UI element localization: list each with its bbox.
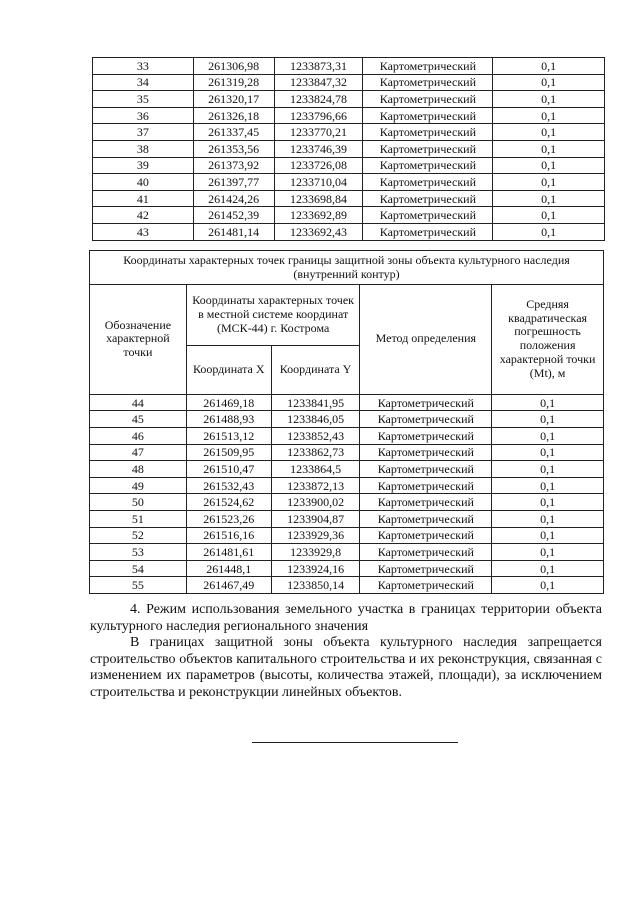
coord-y-cell: 1233900,02: [271, 494, 360, 511]
coord-x-cell: 261424,26: [193, 190, 274, 207]
table-row: [93, 140, 605, 157]
method-cell: Картометрический: [363, 174, 493, 191]
table-row: [90, 510, 604, 527]
coord-y-cell: 1233796,66: [274, 107, 363, 124]
coord-x-cell: 261320,17: [193, 91, 274, 108]
method-cell: Картометрический: [363, 207, 493, 224]
coord-y-cell: 1233847,32: [274, 74, 363, 91]
coord-y-cell: 1233846,05: [271, 411, 360, 428]
point-id-cell: 53: [90, 544, 187, 561]
header-method: Метод определения: [360, 284, 492, 394]
method-cell: Картометрический: [360, 544, 492, 561]
error-cell: 0,1: [492, 411, 604, 428]
coord-y-cell: 1233924,16: [271, 560, 360, 577]
coordinates-table-outer-continued: [92, 57, 605, 241]
table-row: [93, 190, 605, 207]
coord-y-cell: 1233692,89: [274, 207, 363, 224]
method-cell: Картометрический: [360, 444, 492, 461]
error-cell: 0,1: [493, 174, 605, 191]
error-cell: 0,1: [492, 461, 604, 478]
table-row: [93, 74, 605, 91]
coord-y-cell: 1233852,43: [271, 427, 360, 444]
coord-x-cell: 261469,18: [186, 394, 271, 411]
point-id-cell: 39: [93, 157, 194, 174]
error-cell: 0,1: [492, 427, 604, 444]
table-row: [90, 444, 604, 461]
coord-y-cell: 1233692,43: [274, 223, 363, 240]
point-id-cell: 43: [93, 223, 194, 240]
coord-y-cell: 1233872,13: [271, 477, 360, 494]
point-id-cell: 37: [93, 124, 194, 141]
coord-x-cell: 261326,18: [193, 107, 274, 124]
header-x: Координата X: [186, 345, 271, 394]
error-cell: 0,1: [493, 157, 605, 174]
table-row: [93, 157, 605, 174]
method-cell: Картометрический: [360, 527, 492, 544]
method-cell: Картометрический: [363, 58, 493, 75]
method-cell: Картометрический: [360, 577, 492, 594]
error-cell: 0,1: [493, 190, 605, 207]
error-cell: 0,1: [492, 444, 604, 461]
table-row: [93, 223, 605, 240]
coord-x-cell: 261353,56: [193, 140, 274, 157]
error-cell: 0,1: [493, 107, 605, 124]
table-row: [90, 560, 604, 577]
method-cell: Картометрический: [360, 510, 492, 527]
coord-x-cell: 261509,95: [186, 444, 271, 461]
separator-line: [252, 742, 458, 743]
error-cell: 0,1: [492, 494, 604, 511]
coord-y-cell: 1233698,84: [274, 190, 363, 207]
table-row: [90, 527, 604, 544]
error-cell: 0,1: [493, 91, 605, 108]
coord-x-cell: 261524,62: [186, 494, 271, 511]
method-cell: Картометрический: [363, 223, 493, 240]
error-cell: 0,1: [492, 560, 604, 577]
method-cell: Картометрический: [360, 427, 492, 444]
coord-x-cell: 261467,49: [186, 577, 271, 594]
section-heading: 4. Режим использования земельного участка в границах территории объекта культурного наследия регионального значения: [90, 602, 602, 634]
header-y: Координата Y: [271, 345, 360, 394]
coord-x-cell: 261510,47: [186, 461, 271, 478]
coord-y-cell: 1233864,5: [271, 461, 360, 478]
error-cell: 0,1: [493, 223, 605, 240]
table-row: [90, 411, 604, 428]
error-cell: 0,1: [492, 477, 604, 494]
error-cell: 0,1: [493, 58, 605, 75]
table-row: [90, 461, 604, 478]
point-id-cell: 48: [90, 461, 187, 478]
header-point: Обозначение характерной точки: [90, 284, 187, 394]
coordinates-table-inner-contour: [89, 250, 604, 594]
error-cell: 0,1: [492, 510, 604, 527]
regime-paragraph: В границах защитной зоны объекта культурного наследия запрещается строительство объектов капитального строительства и их реконструкция, связанная с изменением их параметров (высоты, количества этажей, площади), за исключением строительства и реконструкции линейных объектов.: [90, 635, 602, 700]
point-id-cell: 49: [90, 477, 187, 494]
coord-x-cell: 261516,16: [186, 527, 271, 544]
error-cell: 0,1: [493, 207, 605, 224]
coord-x-cell: 261488,93: [186, 411, 271, 428]
table-row: [93, 91, 605, 108]
coord-y-cell: 1233726,08: [274, 157, 363, 174]
point-id-cell: 40: [93, 174, 194, 191]
coord-x-cell: 261523,26: [186, 510, 271, 527]
coord-y-cell: 1233841,95: [271, 394, 360, 411]
coord-y-cell: 1233929,8: [271, 544, 360, 561]
method-cell: Картометрический: [363, 74, 493, 91]
header-error: Средняя квадратическая погрешность положения характерной точки (Mt), м: [492, 284, 604, 394]
method-cell: Картометрический: [363, 91, 493, 108]
point-id-cell: 36: [93, 107, 194, 124]
error-cell: 0,1: [492, 544, 604, 561]
coord-x-cell: 261397,77: [193, 174, 274, 191]
coord-y-cell: 1233904,87: [271, 510, 360, 527]
point-id-cell: 35: [93, 91, 194, 108]
point-id-cell: 55: [90, 577, 187, 594]
coord-y-cell: 1233710,04: [274, 174, 363, 191]
error-cell: 0,1: [493, 124, 605, 141]
coord-x-cell: 261319,28: [193, 74, 274, 91]
method-cell: Картометрический: [363, 124, 493, 141]
table-row: [93, 58, 605, 75]
method-cell: Картометрический: [360, 461, 492, 478]
coord-x-cell: 261306,98: [193, 58, 274, 75]
point-id-cell: 41: [93, 190, 194, 207]
point-id-cell: 45: [90, 411, 187, 428]
coord-y-cell: 1233770,21: [274, 124, 363, 141]
coord-x-cell: 261481,14: [193, 223, 274, 240]
table-row: [90, 577, 604, 594]
coord-x-cell: 261373,92: [193, 157, 274, 174]
point-id-cell: 34: [93, 74, 194, 91]
method-cell: Картометрический: [360, 394, 492, 411]
method-cell: Картометрический: [363, 190, 493, 207]
table-caption: Координаты характерных точек границы защитной зоны объекта культурного наследия (внутренний контур): [90, 251, 604, 285]
coord-x-cell: 261532,43: [186, 477, 271, 494]
method-cell: Картометрический: [363, 157, 493, 174]
regime-text-block: [90, 602, 602, 701]
point-id-cell: 46: [90, 427, 187, 444]
method-cell: Картометрический: [360, 411, 492, 428]
table-row: [93, 174, 605, 191]
point-id-cell: 42: [93, 207, 194, 224]
point-id-cell: 33: [93, 58, 194, 75]
header-coords: Координаты характерных точек в местной системе координат (МСК-44) г. Кострома: [186, 284, 360, 345]
method-cell: Картометрический: [363, 140, 493, 157]
table-row: [90, 394, 604, 411]
table-row: [90, 477, 604, 494]
table-row: [93, 107, 605, 124]
point-id-cell: 54: [90, 560, 187, 577]
error-cell: 0,1: [492, 394, 604, 411]
error-cell: 0,1: [492, 577, 604, 594]
point-id-cell: 50: [90, 494, 187, 511]
table-body: [93, 58, 605, 241]
error-cell: 0,1: [492, 527, 604, 544]
coord-x-cell: 261452,39: [193, 207, 274, 224]
error-cell: 0,1: [493, 140, 605, 157]
table-row: [90, 544, 604, 561]
point-id-cell: 52: [90, 527, 187, 544]
table-row: [93, 207, 605, 224]
coord-y-cell: 1233929,36: [271, 527, 360, 544]
coord-y-cell: 1233746,39: [274, 140, 363, 157]
method-cell: Картометрический: [360, 494, 492, 511]
coord-y-cell: 1233862,73: [271, 444, 360, 461]
table-body: [90, 394, 604, 593]
coord-x-cell: 261481,61: [186, 544, 271, 561]
coord-y-cell: 1233824,78: [274, 91, 363, 108]
table-row: [90, 494, 604, 511]
point-id-cell: 38: [93, 140, 194, 157]
coord-x-cell: 261513,12: [186, 427, 271, 444]
method-cell: Картометрический: [363, 107, 493, 124]
coord-y-cell: 1233850,14: [271, 577, 360, 594]
coord-x-cell: 261337,45: [193, 124, 274, 141]
error-cell: 0,1: [493, 74, 605, 91]
method-cell: Картометрический: [360, 477, 492, 494]
coord-x-cell: 261448,1: [186, 560, 271, 577]
point-id-cell: 47: [90, 444, 187, 461]
method-cell: Картометрический: [360, 560, 492, 577]
coord-y-cell: 1233873,31: [274, 58, 363, 75]
point-id-cell: 44: [90, 394, 187, 411]
table-row: [93, 124, 605, 141]
table-row: [90, 427, 604, 444]
point-id-cell: 51: [90, 510, 187, 527]
